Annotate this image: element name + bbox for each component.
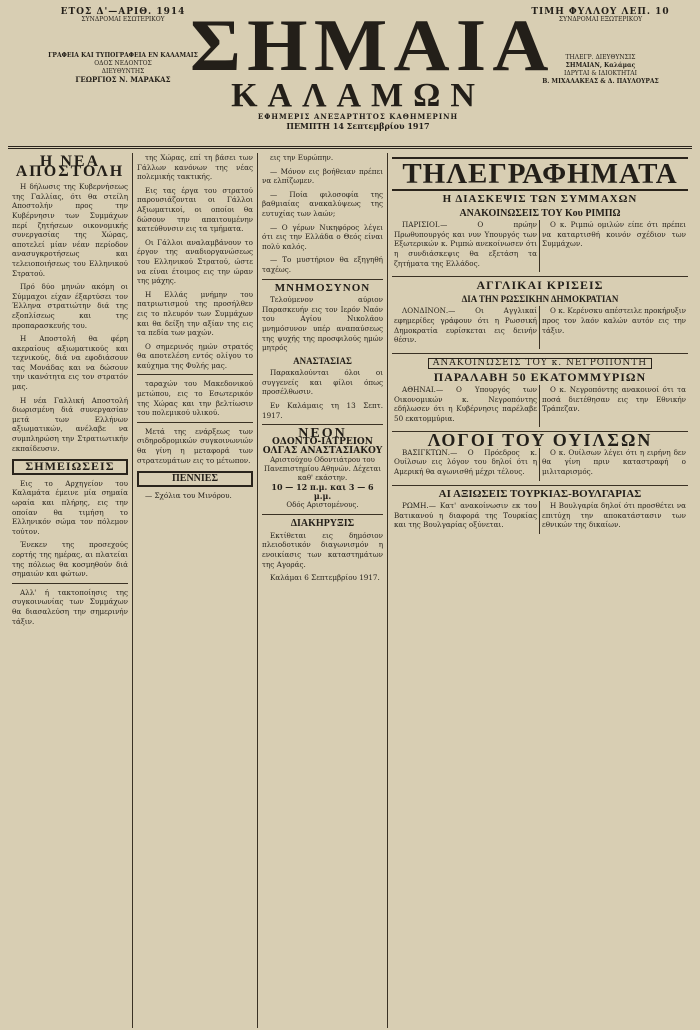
divider xyxy=(12,583,128,584)
article-paragraph: Μετά της ενάρξεως των σιδηροδρομικών συγκοινωνιών θα γίνη η μεταφορά των στρατευμάτων εις το μέτωπον. xyxy=(137,426,253,465)
issue-date: ΠΕΜΠΤΗ 14 Σεπτεμβρίου 1917 xyxy=(286,121,430,131)
dental-ad-text: Αριστούχου Οδοντιάτρου του Πανεπιστημίου Αθηνών. Δέχεται καθ' εκάστην. xyxy=(264,456,381,483)
pennies-paragraph: — Σχόλια του Μινόρου. xyxy=(145,490,232,500)
memorial-text: Τελούμενον αύριον Παρασκευήν εις τον Ιερόν Ναόν του Αγίου Νικολάου μνημόσυνον υπέρ αναπαύσεως της ψυχής της προσφιλούς ημών μητρός xyxy=(262,295,383,353)
notice-date: Καλάμαι 6 Σεπτεμβρίου 1917. xyxy=(270,573,380,583)
article-paragraph: ΛΟΝΔΙΝΟΝ.— Οι Αγγλικαί εφημερίδες γράφουν ότι η Ρωσσική Δημοκρατία ευρίσκεται εις δεινήν θέσιν. xyxy=(394,306,537,345)
divider xyxy=(262,424,383,425)
article-paragraph: — Το μυστήριον θα εξηγηθή ταχέως. xyxy=(262,255,383,274)
negropontis-article xyxy=(392,385,688,427)
article-paragraph: Εις τας έργα του στρατού παρουσιάζονται οι Γάλλοι Αξιωματικοί, οι οποίοι θα δώσουν την απαιτουμένην κατεύθυνσιν εις τα τμήματα. xyxy=(137,185,253,234)
article-paragraph: Η Ελλάς μνήμην του πατριωτισμού της προσήλθεν εις το πλευρόν των Συμμάχων και θα δείξη την αξίαν της εις τα πεδία των μαχών. xyxy=(137,289,253,338)
article-paragraph: Η δήλωσις της Κυβερνήσεως της Γαλλίας, ότι θα στείλη Αποστολήν προς την Κυβέρνησιν των Συμμάχων περί ζητήσεων οικονομικής συνεργασίας της Χώρας, αποτελεί μίαν νέαν περίοδον ανασυγκροτήσεως και τελειοποιήσεως του Ελληνικού Στρατού. xyxy=(12,182,128,278)
english-crises-heading: ΑΓΓΛΙΚΑΙ ΚΡΙΣΕΙΣ xyxy=(476,278,604,293)
memorial-name: ΑΝΑΣΤΑΣΙΑΣ xyxy=(293,355,352,366)
column-3 xyxy=(258,153,388,1028)
article-paragraph: Πρό δύο μηνών ακόμη οι Σύμμαχοι είχαν έξαρτύσει τον Έλληνα στρατιώτην διά της εξοπλίσεως και της προπαρασκευής του. xyxy=(12,282,128,330)
divider xyxy=(392,353,688,354)
wilson-heading: ΛΟΓΟΙ ΤΟΥ ΟΥΙΛΣΩΝ xyxy=(427,430,653,451)
article-paragraph: Οι Γάλλοι αναλαμβάνουν το έργον της αναδιοργανώσεως του Ελληνικού Στρατού, ώστε να είναι έτοιμος εις την ώραν της μάχης. xyxy=(137,237,253,286)
director-name: ΓΕΩΡΓΙΟΣ Ν. ΜΑΡΑΚΑΣ xyxy=(75,75,171,84)
telegraph-label: ΤΗΛΕΓΡ. ΔΙΕΥΘΥΝΣΙΣ xyxy=(565,54,636,61)
column-2 xyxy=(133,153,258,1028)
article-paragraph: Ο κ. Κερένσκυ απέστειλε προκήρυξιν προς τον λαόν καλών αυτόν εις την τάξιν. xyxy=(542,306,686,335)
turkey-bulgaria-heading: ΑΙ ΑΞΙΩΣΕΙΣ ΤΟΥΡΚΙΑΣ-ΒΟΥΛΓΑΡΙΑΣ xyxy=(438,487,642,500)
telegrams-subheading: Η ΔΙΑΣΚΕΨΙΣ ΤΩΝ ΣΥΜΜΑΧΩΝ xyxy=(442,193,638,205)
ribot-article xyxy=(392,220,688,272)
memorial-heading: ΜΝΗΜΟΣΥΝΟΝ xyxy=(274,281,371,294)
notes-paragraph: Εις το Αρχηγείον του Καλαμάτα έμεινε μία σημαία ωραία και πλήρης, εις την οποίαν θα τιμήση το Ελληνικόν σώμα τον πόλεμον τούτον. xyxy=(12,478,128,536)
article-paragraph: Η νέα Γαλλική Αποστολή διωρισμένη διά συνεργασίαν μετά των Ελλήνων αξιωματικών, ανέλαβε να συμπληρώση την Στρατιωτικήν εκπαίδευσιν. xyxy=(12,395,128,453)
director-label: ΔΙΕΥΘΥΝΤΗΣ xyxy=(101,68,145,75)
masthead xyxy=(8,6,692,149)
notice-heading: ΔΙΑΚΗΡΥΞΙΣ xyxy=(290,518,355,530)
divider xyxy=(137,374,253,375)
article-paragraph: — Μόνον εις βοήθειαν πρέπει να ελπίζωμεν. xyxy=(262,166,383,186)
article-paragraph: εις την Ευρώπην. xyxy=(270,153,334,162)
pennies-heading: ΠΕΝΝΙΕΣ xyxy=(137,471,253,487)
divider xyxy=(262,514,383,515)
turkey-bulgaria-article xyxy=(392,501,688,534)
telegraph-name: ΣΗΜΑΙΑΝ, Καλάμας xyxy=(565,62,636,69)
office-address: ΓΡΑΦΕΙΑ ΚΑΙ ΤΥΠΟΓΡΑΦΕΙΑ ΕΝ ΚΑΛΑΜΑΙΣ xyxy=(48,52,198,59)
newspaper-tagline: ΕΦΗΜΕΡΙΣ ΑΝΕΞΑΡΤΗΤΟΣ ΚΑΘΗΜΕΡΙΝΗ xyxy=(257,112,459,121)
foreign-subscription: ΣΥΝΔΡΟΜΑΙ ΕΞΩΤΕΡΙΚΟΥ xyxy=(558,16,643,23)
article-paragraph: — Ποία φιλοσοφία της βαθμιαίας ανακαλύψεως της ευτυχίας των λαών; xyxy=(262,189,383,218)
dental-ad xyxy=(262,426,383,510)
article-paragraph: ΒΑΣΙΓΚΤΩΝ.— Ο Πρόεδρος κ. Ουίλσων εις λόγον του δηλοί ότι η Αμερική θα αγωνισθή μέχρι τέλους. xyxy=(394,447,537,477)
dental-ad-sub: ΟΔΟΝΤΟ-ΙΑΤΡΕΙΟΝ xyxy=(272,437,373,448)
divider xyxy=(262,279,383,280)
founders-label: ΙΔΡΥΤΑΙ & ΙΔΙΟΚΤΗΤΑΙ xyxy=(564,70,637,77)
headline-nea-apostoli: Η ΝΕΑ ΑΠΟΣΤΟΛΗ xyxy=(15,153,125,180)
russia-article xyxy=(392,306,688,348)
article-paragraph: ΡΩΜΗ.— Κατ' ανακοίνωσιν εκ του Βατικανού η διαφορά της Τουρκίας και της Βουλγαρίας οξύνεται. xyxy=(394,501,537,530)
title-block xyxy=(190,5,555,131)
newspaper-subtitle: ΚΑΛΑΜΩΝ xyxy=(231,77,485,114)
article-paragraph: Ο κ. Νεγροπόντης ανακοινοί ότι τα ποσά διετέθησαν εις την Εθνικήν Τράπεζαν. xyxy=(542,384,686,414)
masthead-left xyxy=(48,8,198,84)
dental-ad-title: ΝΕΟΝ xyxy=(298,426,347,442)
article-paragraph: Η Αποστολή θα φέρη ακεραίους αξιωματικούς και τεχνικούς, διά να εφοδιάσουν τας Μονάδας και να δώσουν την ικανότητα εις τον στρατόν μας. xyxy=(12,334,128,392)
negropontis-ribbon: ΑΝΑΚΟΙΝΩΣΕΙΣ ΤΟΥ κ. ΝΕΓΡΟΠΟΝΤΗ xyxy=(428,358,652,370)
column-1 xyxy=(8,153,133,1028)
ribot-heading: ΑΝΑΚΟΙΝΩΣΕΙΣ ΤΟΥ Κου ΡΙΜΠΩ xyxy=(459,207,621,219)
divider xyxy=(137,422,253,423)
fifty-million-heading: ΠΑΡΑΛΑΒΗ 50 ΕΚΑΤΟΜΜΥΡΙΩΝ xyxy=(433,370,647,385)
article-paragraph: Η Βουλγαρία δηλοί ότι προσθέτει να επιτύχη την αποκατάστασιν των εθνικών της δικαίων. xyxy=(542,501,686,530)
article-paragraph: Ο κ. Ουίλσων λέγει ότι η ειρήνη δεν θα γίνη πριν καταστραφή ο μιλιταρισμός. xyxy=(542,447,686,477)
masthead-right xyxy=(513,8,688,86)
telegrams-heading: ΤΗΛΕΓΡΑΦΗΜΑΤΑ xyxy=(392,157,688,191)
article-paragraph: ΑΘΗΝΑΙ.— Ο Υπουργός των Οικονομικών κ. Νεγροπόντης εδήλωσεν ότι η Κυβέρνησις παρέλαβε 50 εκατομμύρια. xyxy=(394,384,537,423)
columns xyxy=(8,153,692,1028)
price: ΤΙΜΗ ΦΥΛΛΟΥ ΛΕΠ. 10 xyxy=(531,7,670,17)
issue-number: ΕΤΟΣ Δ'—ΑΡΙΘ. 1914 xyxy=(60,7,186,17)
wilson-article xyxy=(392,448,688,481)
memorial-text: Παρακαλούνται όλοι οι συγγενείς και φίλοι όπως προσέλθωσιν. xyxy=(262,368,383,397)
article-paragraph: ταραχών του Μακεδονικού μετώπου, εις το Εσωτερικόν της Χώρας και την βελτίωσιν του πολεμικού υλικού. xyxy=(137,379,253,418)
article-paragraph: Ο σημερινός ημών στρατός θα αποτελέση εντός ολίγου το καύχημα της Φυλής μας. xyxy=(137,341,253,370)
newspaper-title: ΣΗΜΑΙΑ xyxy=(190,5,555,87)
notes-paragraph: Ένεκεν της προσεχούς εορτής της ημέρας, αι πλατείαι της πόλεως θα κοσμηθούν διά σημαιών και φώτων. xyxy=(12,540,128,579)
article-paragraph: ΠΑΡΙΣΙΟΙ.— Ο πρώην Πρωθυπουργός και νυν Υπουργός των Εξωτερικών κ. Ριμπώ ανεκοίνωσεν ότι η συνδιάσκεψις θα εξετάση τα ζητήματα της Ελλάδος. xyxy=(394,220,537,268)
dental-ad-hours: 10 — 12 π.μ. και 3 — 6 μ.μ. xyxy=(271,482,374,502)
notes-paragraph: Αλλ' ή τακτοποίησις της συγκοινωνίας των Συμμάχων θα διασαλεύση την σημερινήν τάξιν. xyxy=(12,587,128,626)
founders-names: Β. ΜΙΧΑΛΑΚΕΑΣ & Δ. ΠΑΥΛΟΥΡΑΣ xyxy=(542,78,659,85)
english-crises-subheading: ΔΙΑ ΤΗΝ ΡΩΣΣΙΚΗΝ ΔΗΜΟΚΡΑΤΙΑΝ xyxy=(461,293,619,304)
article-paragraph: Ο κ. Ριμπώ ομιλών είπε ότι πρέπει να καταρτισθή κοινόν σχέδιον των Συμμάχων. xyxy=(542,220,686,249)
notes-heading: ΣΗΜΕΙΩΣΕΙΣ xyxy=(12,459,128,475)
office-street: ΟΔΟΣ ΝΕΔΟΝΤΟΣ xyxy=(94,60,152,67)
article-paragraph: — Ο γέρων Νικηφόρος λέγει ότι εις την Ελλάδα ο Θεός είναι πολύ καλός. xyxy=(262,222,383,251)
subscription-label: ΣΥΝΔΡΟΜΑΙ ΕΣΩΤΕΡΙΚΟΥ xyxy=(81,16,165,23)
column-4 xyxy=(388,153,692,1028)
divider xyxy=(392,276,688,277)
article-paragraph: της Χώρας, επί τη βάσει των Γάλλων κανόνων της νέας πολεμικής τακτικής. xyxy=(137,153,253,182)
memorial-date: Εν Καλάμαις τη 13 Σεπτ. 1917. xyxy=(262,401,383,420)
divider xyxy=(392,485,688,486)
notice-text: Εκτίθεται εις δημόσιον πλειοδοτικόν διαγωνισμόν η ενοικίασις των καταστημάτων της Αγοράς. xyxy=(262,530,383,569)
dental-ad-address: Οδός Αριστομένους. xyxy=(286,501,359,510)
dental-ad-name: ΟΛΓΑΣ ΑΝΑΣΤΑΣΙΑΚΟΥ xyxy=(262,446,383,457)
